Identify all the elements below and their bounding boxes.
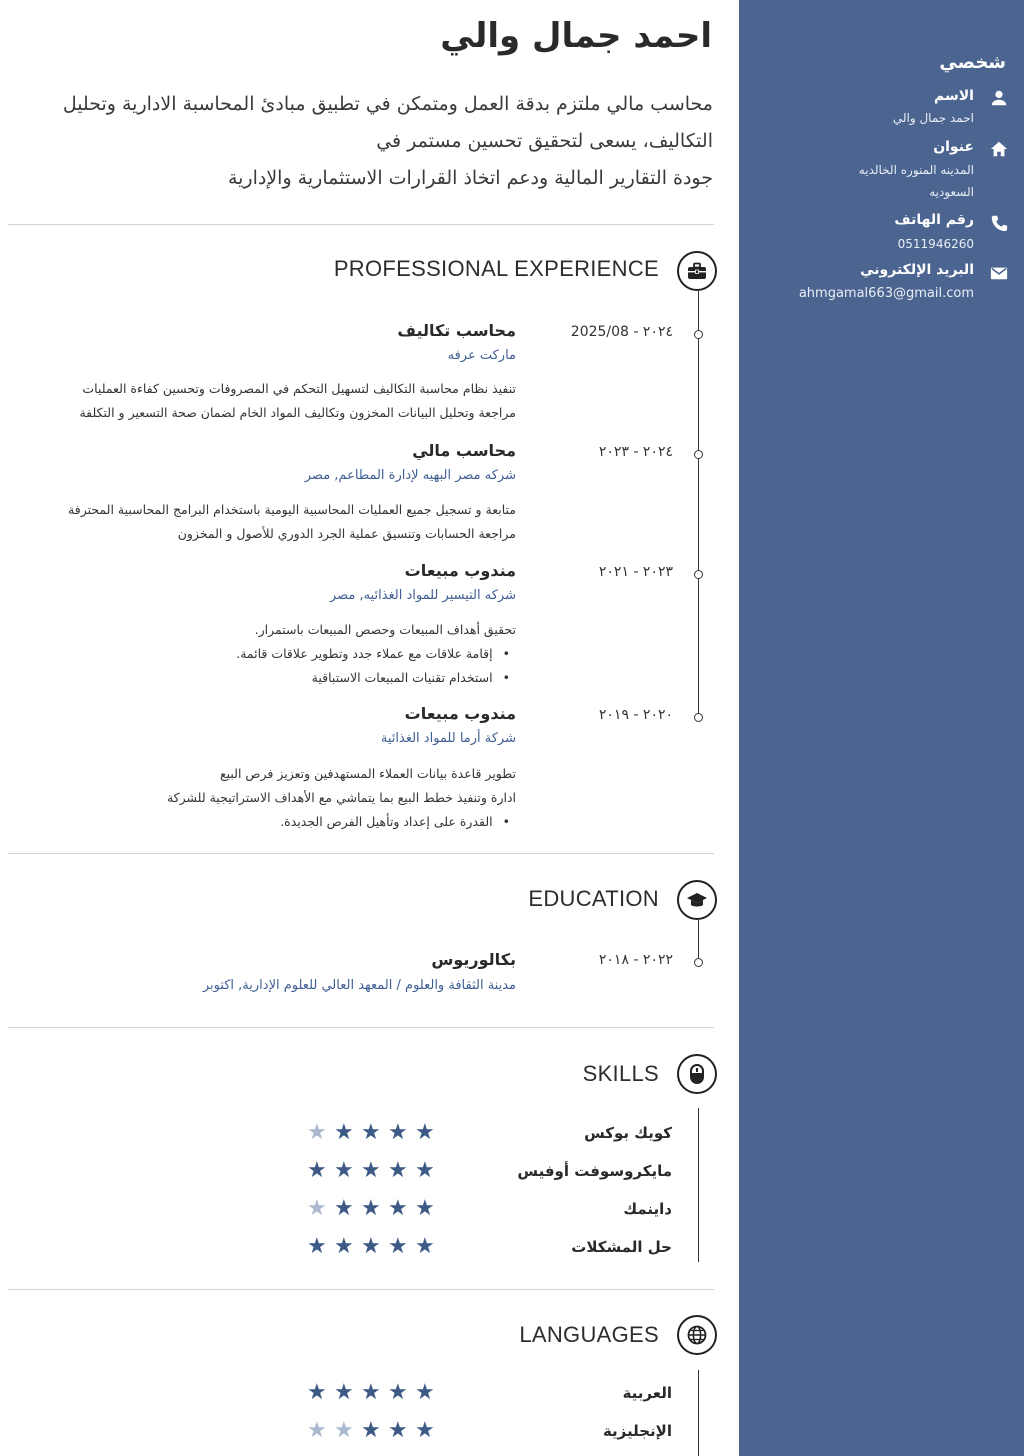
job-title: مندوب مبيعات	[404, 704, 516, 723]
job-company: شركة أرما للمواد الغذائية	[380, 731, 516, 746]
email-label: البريد الإلكتروني	[860, 262, 974, 278]
summary-line: التكاليف، يسعى لتحقيق تحسين مستمر في	[376, 130, 713, 152]
star-filled-icon: ★	[388, 1158, 408, 1183]
profile-summary	[23, 86, 713, 197]
name-label: الاسم	[934, 88, 974, 104]
star-filled-icon: ★	[334, 1380, 354, 1405]
languages-line	[698, 1370, 699, 1456]
language-label: العربية	[622, 1384, 672, 1402]
star-filled-icon: ★	[415, 1120, 435, 1145]
job-company: ماركت عرفه	[447, 348, 516, 363]
star-filled-icon: ★	[361, 1380, 381, 1405]
skill-label: كويك بوكس	[584, 1124, 672, 1142]
skills-line	[698, 1108, 699, 1262]
summary-line: جودة التقارير المالية ودعم اتخاذ القرارات الاستثمارية والإدارية	[227, 167, 713, 189]
briefcase-icon	[677, 251, 717, 291]
job-date: ٢٠٢٣ - ٢٠٢١	[598, 564, 673, 580]
description-line: تطوير قاعدة بيانات العملاء المستهدفين وتعزيز فرص البيع	[219, 766, 516, 781]
graduation-cap-icon	[677, 880, 717, 920]
skill-label: داينمك	[623, 1200, 672, 1218]
skill-rating	[307, 1235, 447, 1259]
job-company: شركه مصر البهيه لإدارة المطاعم, مصر	[304, 468, 516, 483]
description-bullet: • إقامة علاقات مع عملاء جدد وتطوير علاقات قائمة.	[236, 642, 516, 666]
star-filled-icon: ★	[361, 1418, 381, 1443]
section-title-experience: PROFESSIONAL EXPERIENCE	[333, 256, 659, 281]
address-line-1: المدينه المنوره الخالديه	[858, 163, 974, 177]
job-description	[236, 618, 516, 690]
star-filled-icon: ★	[307, 1158, 327, 1183]
job-title: محاسب مالي	[412, 441, 516, 460]
timeline-dot	[694, 330, 703, 339]
job-date: ٢٠٢٤ - ٢٠٢٣	[598, 444, 673, 460]
language-rating	[307, 1419, 447, 1443]
timeline-dot	[694, 713, 703, 722]
phone-value: 0511946260	[897, 237, 974, 251]
address-line-2: السعوديه	[929, 185, 974, 199]
person-icon	[990, 89, 1008, 107]
divider	[8, 1027, 714, 1028]
skill-rating	[307, 1159, 447, 1183]
phone-icon	[990, 214, 1008, 232]
section-title-education: EDUCATION	[528, 886, 659, 911]
description-line: تحقيق أهداف المبيعات وحصص المبيعات باستمرار.	[254, 622, 516, 637]
divider	[8, 853, 714, 854]
email-value: ahmgamal663@gmail.com	[798, 286, 974, 301]
star-filled-icon: ★	[415, 1380, 435, 1405]
divider	[8, 1289, 714, 1290]
timeline-line	[698, 920, 699, 962]
candidate-name: احمد جمال والي	[440, 16, 712, 56]
timeline-dot	[694, 450, 703, 459]
description-line: تنفيذ نظام محاسبة التكاليف لتسهيل التحكم في المصروفات وتحسين كفاءة العمليات	[82, 381, 516, 396]
star-empty-icon: ★	[334, 1418, 354, 1443]
divider	[8, 224, 714, 225]
personal-sidebar	[739, 0, 1024, 1456]
skill-label: حل المشكلات	[571, 1238, 672, 1256]
home-icon	[990, 140, 1008, 158]
star-empty-icon: ★	[307, 1196, 327, 1221]
star-filled-icon: ★	[361, 1196, 381, 1221]
star-filled-icon: ★	[334, 1234, 354, 1259]
job-title: محاسب تكاليف	[397, 321, 516, 340]
phone-label: رقم الهاتف	[894, 212, 974, 228]
description-line: ادارة وتنفيذ خطط البيع بما يتماشي مع الأهداف الاستراتيجية للشركة	[166, 790, 516, 805]
skill-label: مايكروسوفت أوفيس	[517, 1162, 672, 1180]
star-filled-icon: ★	[388, 1120, 408, 1145]
description-line: مراجعة الحسابات وتنسيق عملية الجرد الدوري للأصول و المخزون	[177, 526, 516, 541]
star-filled-icon: ★	[334, 1158, 354, 1183]
job-description	[167, 762, 516, 834]
description-line: مراجعة وتحليل البيانات المخزون وتكاليف المواد الخام لضمان صحة التسعير و التكلفة	[79, 405, 516, 420]
star-filled-icon: ★	[415, 1196, 435, 1221]
section-title-skills: SKILLS	[582, 1061, 659, 1086]
star-empty-icon: ★	[307, 1418, 327, 1443]
star-filled-icon: ★	[415, 1234, 435, 1259]
job-company: شركه التيسير للمواد الغذائيه, مصر	[329, 588, 516, 603]
job-date: ٢٠٢٠ - ٢٠١٩	[598, 707, 673, 723]
job-description	[79, 377, 516, 425]
star-filled-icon: ★	[388, 1418, 408, 1443]
star-filled-icon: ★	[334, 1120, 354, 1145]
degree-title: بكالوريوس	[431, 950, 516, 969]
job-description	[68, 498, 516, 546]
star-filled-icon: ★	[361, 1234, 381, 1259]
description-line: متابعة و تسجيل جميع العمليات المحاسبية اليومية باستخدام البرامج المحاسبية المحترفة	[68, 502, 516, 517]
language-label: الإنجليزية	[602, 1422, 672, 1440]
skill-rating	[307, 1197, 447, 1221]
star-filled-icon: ★	[361, 1120, 381, 1145]
timeline-line	[698, 291, 699, 717]
timeline-dot	[694, 570, 703, 579]
education-date: ٢٠٢٢ - ٢٠١٨	[598, 952, 673, 968]
star-filled-icon: ★	[307, 1234, 327, 1259]
envelope-icon	[990, 264, 1008, 282]
star-filled-icon: ★	[415, 1418, 435, 1443]
star-filled-icon: ★	[388, 1234, 408, 1259]
job-date: 2025/08 - ٢٠٢٤	[570, 324, 673, 340]
address-label: عنوان	[933, 139, 974, 155]
section-title-languages: LANGUAGES	[519, 1322, 659, 1347]
name-value: احمد جمال والي	[892, 111, 974, 125]
institution: مدينة الثقافة والعلوم / المعهد العالي للعلوم الإدارية, اكتوبر	[202, 978, 516, 993]
star-filled-icon: ★	[361, 1158, 381, 1183]
sidebar-heading: شخصي	[939, 52, 1006, 73]
timeline-dot	[694, 958, 703, 967]
star-empty-icon: ★	[307, 1120, 327, 1145]
description-bullet: • استخدام تقنيات المبيعات الاستباقية	[236, 666, 516, 690]
job-title: مندوب مبيعات	[404, 561, 516, 580]
star-filled-icon: ★	[388, 1196, 408, 1221]
skill-rating	[307, 1121, 447, 1145]
star-filled-icon: ★	[334, 1196, 354, 1221]
summary-line: محاسب مالي ملتزم بدقة العمل ومتمكن في تطبيق مبادئ المحاسبة الادارية وتحليل	[62, 93, 713, 115]
star-filled-icon: ★	[388, 1380, 408, 1405]
mouse-icon	[677, 1054, 717, 1094]
star-filled-icon: ★	[307, 1380, 327, 1405]
globe-icon	[677, 1315, 717, 1355]
description-bullet: • القدرة على إعداد وتأهيل الفرص الجديدة.	[167, 810, 516, 834]
language-rating	[307, 1381, 447, 1405]
star-filled-icon: ★	[415, 1158, 435, 1183]
